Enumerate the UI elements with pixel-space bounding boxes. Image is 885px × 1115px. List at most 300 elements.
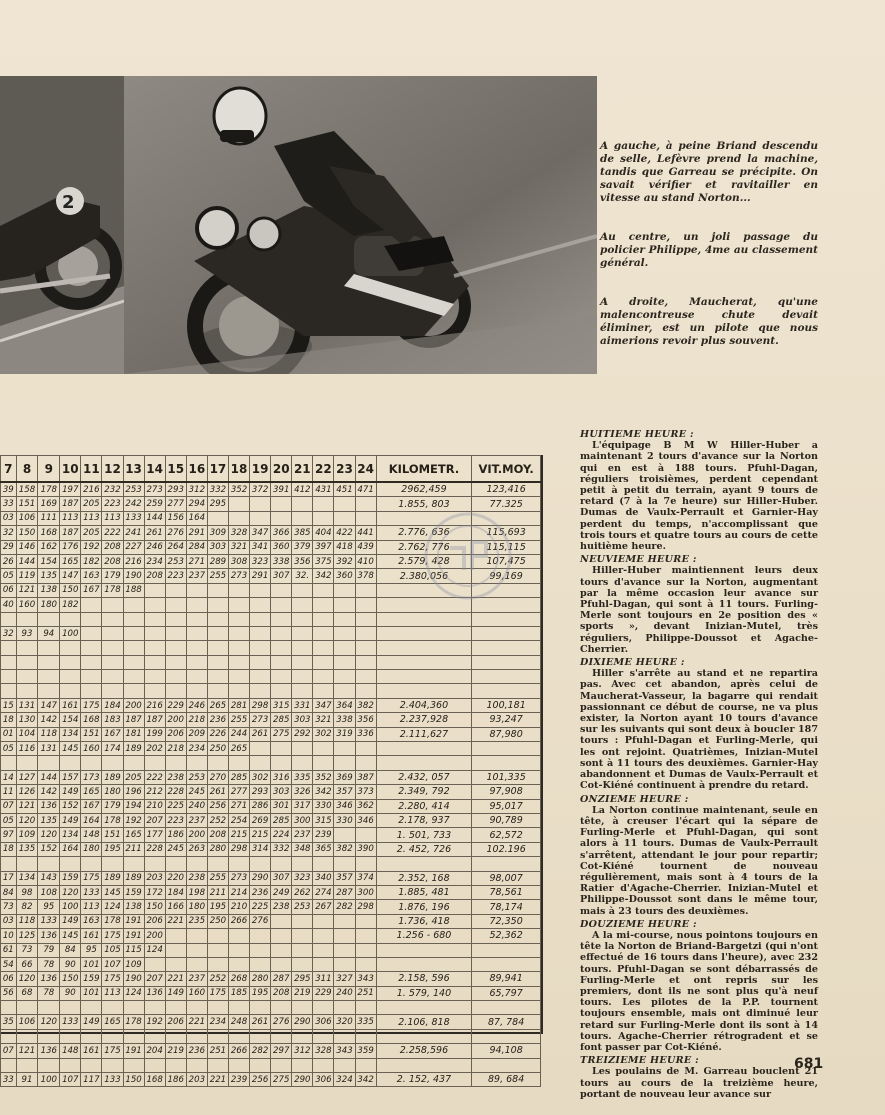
lap-count-cell: 105 [102,943,123,957]
lap-count-cell: 315 [271,698,292,712]
lap-count-cell: 237 [292,828,313,842]
table-row [1,972,541,986]
lap-count-cell [207,929,228,943]
lap-count-cell [102,756,123,770]
lap-count-cell: 208 [207,828,228,842]
lap-count-cell: 222 [144,770,165,784]
lap-count-cell [250,684,271,698]
lap-count-cell [102,641,123,655]
lap-count-cell: 218 [165,742,186,756]
lap-count-cell [186,626,207,640]
kilometres-cell: 1. 501, 733 [376,828,472,842]
lap-count-cell [355,612,376,626]
lap-count-cell: 126 [16,785,38,799]
lap-count-cell: 162 [38,540,60,554]
table-row [1,813,541,827]
lap-count-cell: 194 [123,799,144,813]
lap-count-cell [355,1029,376,1043]
lap-count-cell: 343 [355,972,376,986]
lap-count-cell: 321 [313,713,334,727]
lap-count-cell: 134 [16,871,38,885]
average-speed-cell: 72,350 [472,914,541,928]
lap-count-cell [207,1001,228,1015]
lap-count-cell: 275 [271,1073,292,1087]
lap-count-cell: 120 [16,972,38,986]
lap-count-cell [81,598,102,612]
lap-count-cell [186,1058,207,1072]
average-speed-cell [472,742,541,756]
lap-count-cell: 147 [38,698,60,712]
lap-count-cell: 236 [250,885,271,899]
lap-count-cell [38,1058,60,1072]
photo-captions [600,140,818,374]
lap-count-cell: 246 [144,540,165,554]
lap-count-cell: 136 [38,799,60,813]
kilometres-cell: 1.855, 803 [376,497,472,511]
lap-count-cell: 106 [16,1015,38,1029]
lap-count-cell [250,756,271,770]
lap-count-cell [292,957,313,971]
lap-count-cell: 234 [144,554,165,568]
lap-count-cell: 167 [81,799,102,813]
lap-count-cell: 150 [60,583,81,597]
lap-count-cell: 165 [60,554,81,568]
lap-count-cell: 154 [60,713,81,727]
lap-count-cell [165,1001,186,1015]
lap-count-cell: 255 [207,569,228,583]
lap-count-cell [38,655,60,669]
lap-count-cell: 121 [16,799,38,813]
lap-count-cell [313,655,334,669]
lap-count-cell: 178 [38,482,60,497]
lap-count-cell [271,742,292,756]
lap-count-cell: 289 [207,554,228,568]
lap-count-cell: 121 [16,1044,38,1058]
lap-count-cell: 120 [38,1015,60,1029]
lap-count-cell: 385 [292,526,313,540]
lap-count-cell [250,598,271,612]
lap-count-cell [271,511,292,525]
lap-count-cell [313,756,334,770]
caption-right: A droite, Maucherat, qu'une malencontreuse chute devait éliminer, est un pilote que nous aimerions revoir plus souvent. [600,296,818,347]
lap-count-cell [16,655,38,669]
lap-count-cell [334,957,355,971]
lap-count-cell [334,857,355,871]
lap-count-cell: 293 [250,785,271,799]
lap-count-cell: 179 [102,569,123,583]
lap-count-cell: 208 [271,986,292,1000]
lap-count-cell: 222 [102,526,123,540]
lap-count-cell: 220 [165,871,186,885]
lap-count-cell [165,1029,186,1043]
lap-count-cell: 33 [1,497,17,511]
lap-count-cell: 293 [165,482,186,497]
lap-count-cell [81,626,102,640]
table-row [1,626,541,640]
lap-count-cell: 273 [250,713,271,727]
lap-count-cell: 203 [186,1073,207,1087]
lap-count-cell [60,670,81,684]
lap-count-cell [123,1029,144,1043]
svg-text:2: 2 [62,192,75,213]
lap-count-cell [292,497,313,511]
lap-count-cell: 135 [38,813,60,827]
caption-center: Au centre, un joli passage du policier Philippe, 4me au classement général. [600,231,818,269]
lap-count-cell: 119 [16,569,38,583]
lap-count-cell: 175 [102,929,123,943]
lap-count-cell [355,1001,376,1015]
lap-count-cell: 165 [123,828,144,842]
header-hour-9: 9 [38,456,60,483]
lap-count-cell [228,497,249,511]
lap-count-cell: 32. [292,569,313,583]
lap-count-cell [313,1029,334,1043]
lap-count-cell: 451 [334,482,355,497]
lap-count-cell [123,670,144,684]
lap-count-cell: 113 [102,511,123,525]
lap-count-cell: 32 [1,626,17,640]
lap-count-cell: 124 [102,900,123,914]
lap-count-cell: 323 [250,554,271,568]
lap-count-cell [123,655,144,669]
lap-count-cell: 164 [186,511,207,525]
average-speed-cell: 95,017 [472,799,541,813]
lap-count-cell: 164 [60,842,81,856]
lap-count-cell [102,598,123,612]
lap-count-cell [38,1001,60,1015]
lap-count-cell [271,670,292,684]
lap-count-cell: 143 [38,871,60,885]
lap-count-cell: 101 [81,986,102,1000]
lap-count-cell: 56 [1,986,17,1000]
lap-count-cell [165,756,186,770]
kilometres-cell: 1.736, 418 [376,914,472,928]
lap-count-cell [292,756,313,770]
photo-center-motorcycle-rider [124,76,597,374]
lap-count-cell: 97 [1,828,17,842]
lap-count-cell [271,929,292,943]
lap-count-cell: 330 [334,813,355,827]
lap-count-cell: 150 [123,1073,144,1087]
lap-count-cell [271,626,292,640]
lap-count-cell: 84 [60,943,81,957]
kilometres-cell [376,756,472,770]
lap-count-cell [250,655,271,669]
lap-count-cell: 175 [81,698,102,712]
lap-count-cell: 200 [144,929,165,943]
lap-count-cell [144,957,165,971]
lap-count-cell: 268 [228,972,249,986]
lap-count-cell: 286 [250,799,271,813]
lap-count-cell: 168 [81,713,102,727]
lap-count-cell: 303 [271,785,292,799]
lap-count-cell: 392 [334,554,355,568]
lap-count-cell: 332 [271,842,292,856]
average-speed-cell: 87, 784 [472,1015,541,1029]
lap-count-cell: 68 [16,986,38,1000]
lap-count-cell: 39 [1,482,17,497]
lap-count-cell [1,1001,17,1015]
lap-count-cell [144,598,165,612]
lap-count-cell: 178 [102,813,123,827]
average-speed-cell: 77.325 [472,497,541,511]
lap-count-cell [228,598,249,612]
table-row [1,799,541,813]
lap-count-cell [1,684,17,698]
average-speed-cell [472,655,541,669]
lap-count-cell [228,857,249,871]
lap-count-cell: 26 [1,554,17,568]
lap-count-cell: 148 [81,828,102,842]
lap-count-cell [271,914,292,928]
lap-count-cell: 151 [81,727,102,741]
lap-count-cell: 187 [60,497,81,511]
lap-count-cell [60,756,81,770]
lap-count-cell: 164 [81,813,102,827]
lap-count-cell [271,583,292,597]
lap-count-cell [228,684,249,698]
lap-count-cell [250,641,271,655]
table-row [1,857,541,871]
lap-count-cell: 195 [250,986,271,1000]
lap-count-cell: 265 [207,698,228,712]
lap-count-cell [207,612,228,626]
lap-count-cell [334,1001,355,1015]
lap-count-cell: 216 [144,698,165,712]
lap-count-cell: 357 [334,785,355,799]
lap-count-cell: 175 [102,972,123,986]
lap-count-cell [271,641,292,655]
lap-count-cell: 180 [38,598,60,612]
lap-count-cell [165,929,186,943]
lap-count-cell [250,857,271,871]
lap-count-cell: 181 [123,727,144,741]
kilometres-cell: 2.178, 937 [376,813,472,827]
lap-count-cell [334,583,355,597]
lap-count-cell [292,655,313,669]
average-speed-cell: 87,980 [472,727,541,741]
lap-count-cell: 78 [38,957,60,971]
lap-count-cell [250,583,271,597]
lap-count-cell [228,626,249,640]
lap-count-cell: 93 [16,626,38,640]
lap-count-cell: 191 [123,929,144,943]
lap-count-cell [123,626,144,640]
lap-count-cell: 208 [144,569,165,583]
table-row [1,1073,541,1087]
lap-count-cell: 270 [207,770,228,784]
lap-count-cell: 210 [228,900,249,914]
lap-count-cell [165,857,186,871]
lap-count-cell: 165 [81,785,102,799]
lap-count-cell [207,756,228,770]
lap-count-cell: 253 [123,482,144,497]
lap-count-cell [144,641,165,655]
lap-count-cell: 300 [355,885,376,899]
lap-count-cell: 372 [250,482,271,497]
lap-count-cell [165,626,186,640]
lap-count-cell: 138 [38,583,60,597]
lap-count-cell [186,670,207,684]
lap-count-cell [271,1058,292,1072]
lap-count-cell: 195 [102,842,123,856]
lap-count-cell [1,857,17,871]
lap-count-cell: 238 [271,900,292,914]
lap-count-cell: 223 [165,813,186,827]
lap-count-cell: 135 [38,569,60,583]
lap-count-cell [38,756,60,770]
lap-count-cell [207,957,228,971]
lap-count-cell: 82 [16,900,38,914]
lap-count-cell [38,1029,60,1043]
lap-count-cell: 369 [334,770,355,784]
table-row [1,1058,541,1072]
lap-count-cell: 347 [250,526,271,540]
lap-count-cell: 175 [102,1044,123,1058]
lap-count-cell: 360 [334,569,355,583]
lap-count-cell: 294 [186,497,207,511]
lap-count-cell [38,612,60,626]
header-hour-16: 16 [186,456,207,483]
header-hour-24: 24 [355,456,376,483]
lap-count-cell: 234 [186,742,207,756]
lap-count-cell [102,1001,123,1015]
lap-count-cell: 152 [38,842,60,856]
lap-count-cell [250,626,271,640]
lap-count-cell [144,1001,165,1015]
table-row [1,727,541,741]
lap-count-cell: 78 [38,986,60,1000]
lap-count-cell: 200 [165,713,186,727]
lap-count-cell: 346 [355,813,376,827]
lap-count-cell: 295 [207,497,228,511]
lap-count-cell [165,684,186,698]
kilometres-cell: 1.885, 481 [376,885,472,899]
lap-count-cell: 161 [60,698,81,712]
lap-count-cell [165,641,186,655]
lap-count-cell: 190 [123,972,144,986]
lap-count-cell [228,756,249,770]
lap-count-cell: 205 [123,770,144,784]
lap-count-cell [165,655,186,669]
table-row [1,1044,541,1058]
lap-count-cell [123,598,144,612]
lap-count-cell: 18 [1,842,17,856]
lap-count-cell: 234 [207,1015,228,1029]
lap-count-cell [207,598,228,612]
lap-count-cell [292,943,313,957]
lap-count-cell: 90 [60,957,81,971]
lap-count-cell: 138 [123,900,144,914]
lap-count-cell [1,1058,17,1072]
lap-count-cell: 280 [250,972,271,986]
lap-count-cell [228,929,249,943]
lap-count-cell: 61 [1,943,17,957]
lap-count-cell: 206 [144,914,165,928]
lap-count-cell [144,670,165,684]
lap-count-cell [250,511,271,525]
lap-count-cell: 303 [207,540,228,554]
average-speed-cell: 115,693 [472,526,541,540]
lap-count-cell [102,684,123,698]
table-row [1,482,541,497]
lap-count-cell [1,756,17,770]
lap-count-cell: 375 [313,554,334,568]
section-heading: TREIZIEME HEURE : [580,1055,699,1067]
lap-count-cell: 226 [207,727,228,741]
section-body: Hiller s'arrête au stand et ne repartira pas. Avec cet abandon, après celui de Maucherat-Vasseur, la bagarre qui rendait passionnant ce début de course, ne va plus exister, la Norton ayant 10 tours d'avance sur les suivants qui sont deux à boucler 187 tours : Pfuhl-Dagan et Furling-Merle, qui les ont rejoint. Quatrièmes, Inizian-Mutel sont à 11 tours des deuxièmes. Garnier-Hay abandonnent et Dumas de Vaulx-Perrault et Cot-Kiéné continuent à prendre du retard. [580,668,818,792]
lap-count-cell: 352 [228,482,249,497]
average-speed-cell: 78,561 [472,885,541,899]
lap-count-cell [250,1058,271,1072]
lap-count-cell: 100 [60,626,81,640]
lap-count-cell: 168 [38,526,60,540]
page-number: 681 [794,1056,824,1072]
lap-count-cell: 277 [228,785,249,799]
lap-count-cell: 206 [165,1015,186,1029]
lap-count-cell [165,943,186,957]
lap-count-cell [334,626,355,640]
lap-count-cell: 312 [292,1044,313,1058]
lap-count-cell: 07 [1,1044,17,1058]
lap-count-cell: 422 [334,526,355,540]
lap-count-cell: 163 [81,914,102,928]
lap-count-cell [144,1058,165,1072]
lap-count-cell: 390 [355,842,376,856]
lap-count-cell: 189 [123,871,144,885]
lap-count-cell [207,943,228,957]
lap-count-cell: 190 [123,569,144,583]
lap-count-cell: 169 [38,497,60,511]
lap-count-cell [334,497,355,511]
lap-count-cell: 242 [123,497,144,511]
lap-count-cell: 379 [292,540,313,554]
lap-count-cell: 308 [228,554,249,568]
lap-count-cell: 276 [165,526,186,540]
lap-count-cell [292,1001,313,1015]
average-speed-cell: 97,908 [472,785,541,799]
lap-count-cell: 271 [228,799,249,813]
lap-count-cell: 240 [334,986,355,1000]
lap-count-cell: 298 [228,842,249,856]
lap-count-cell [292,626,313,640]
lap-count-cell [144,655,165,669]
lap-count-cell: 06 [1,583,17,597]
lap-count-cell: 295 [292,972,313,986]
average-speed-cell: 78,174 [472,900,541,914]
header-hour-23: 23 [334,456,355,483]
lap-count-cell: 33 [1,1073,17,1087]
lap-count-cell: 106 [16,511,38,525]
lap-count-cell [271,497,292,511]
lap-count-cell [250,943,271,957]
lap-count-cell [228,641,249,655]
lap-count-cell: 188 [123,583,144,597]
table-row [1,986,541,1000]
lap-count-cell: 291 [250,569,271,583]
lap-count-cell [355,756,376,770]
header-hour-7: 7 [1,456,17,483]
lap-count-cell [123,857,144,871]
lap-count-cell [271,598,292,612]
lap-count-cell [271,612,292,626]
lap-count-cell: 18 [1,713,17,727]
lap-count-cell [81,857,102,871]
lap-count-cell: 142 [38,713,60,727]
lap-count-cell [228,1029,249,1043]
kilometres-cell [376,670,472,684]
lap-count-cell: 168 [144,1073,165,1087]
